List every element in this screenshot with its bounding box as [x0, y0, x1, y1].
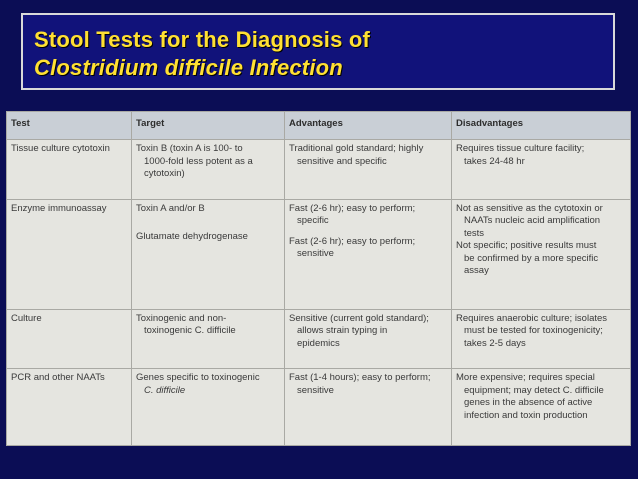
cell-advantages: Sensitive (current gold standard); allows strain typing in epidemics	[285, 309, 452, 369]
table-header-row	[7, 112, 631, 140]
cell-target: Toxin B (toxin A is 100- to 1000-fold less potent as a cytotoxin)	[132, 140, 285, 200]
cell-target: Toxin A and/or B Glutamate dehydrogenase	[132, 199, 285, 309]
table-row	[7, 199, 631, 309]
cell-test: Tissue culture cytotoxin	[7, 140, 132, 200]
header-advantages: Advantages	[285, 112, 452, 140]
cell-target: Toxinogenic and non- toxinogenic C. difficile	[132, 309, 285, 369]
slide-subtitle: Clostridium difficile Infection	[34, 55, 343, 80]
cell-disadvantages: Requires tissue culture facility; takes 24-48 hr	[452, 140, 631, 200]
title-box	[21, 13, 615, 90]
cell-test: Culture	[7, 309, 132, 369]
cell-disadvantages: More expensive; requires special equipment; may detect C. difficile genes in the absence of active infection and toxin production	[452, 369, 631, 446]
table-row	[7, 309, 631, 369]
cell-disadvantages: Requires anaerobic culture; isolates must be tested for toxinogenicity; takes 2-5 days	[452, 309, 631, 369]
cell-test: Enzyme immunoassay	[7, 199, 132, 309]
header-disadvantages: Disadvantages	[452, 112, 631, 140]
cell-advantages: Fast (2-6 hr); easy to perform; specific Fast (2-6 hr); easy to perform; sensitive	[285, 199, 452, 309]
table-row	[7, 369, 631, 446]
cell-disadvantages: Not as sensitive as the cytotoxin or NAATs nucleic acid amplification tests Not specific; positive results must be confirmed by a more specific assay	[452, 199, 631, 309]
slide-title: Stool Tests for the Diagnosis of	[34, 27, 371, 52]
diagnosis-table	[6, 111, 630, 446]
header-test: Test	[7, 112, 132, 140]
cell-target: Genes specific to toxinogenic C. difficile	[132, 369, 285, 446]
header-target: Target	[132, 112, 285, 140]
cell-advantages: Traditional gold standard; highly sensitive and specific	[285, 140, 452, 200]
table-row	[7, 140, 631, 200]
cell-advantages: Fast (1-4 hours); easy to perform; sensitive	[285, 369, 452, 446]
cell-test: PCR and other NAATs	[7, 369, 132, 446]
